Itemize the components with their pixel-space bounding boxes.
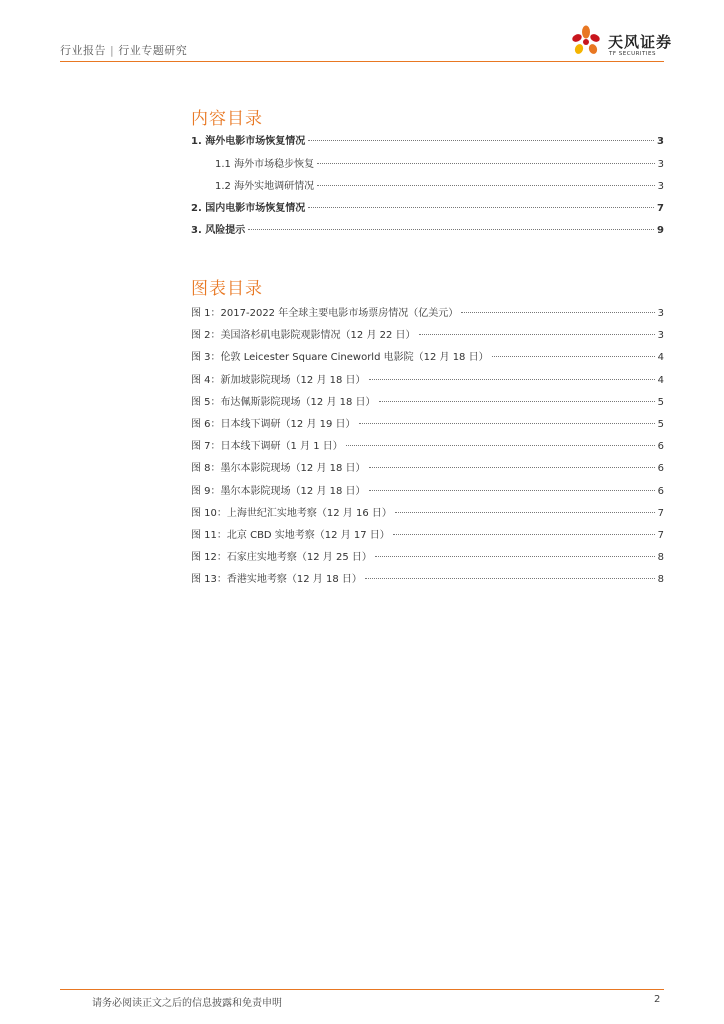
logo-name-en: TF SECURITIES	[609, 51, 656, 57]
toc-dot-leader	[395, 512, 655, 513]
toc-entry-page: 8	[657, 552, 664, 564]
toc-entry[interactable]	[191, 393, 664, 407]
logo-name-cn: 天风证券	[608, 33, 673, 51]
toc-entry[interactable]	[191, 132, 664, 146]
toc-dot-leader	[375, 556, 655, 557]
toc-entry-label: 1.2 海外实地调研情况	[215, 181, 315, 192]
toc-entry-label: 图 2：美国洛杉矶电影院观影情况（12 月 22 日）	[191, 330, 416, 342]
toc-entry-label: 图 4：新加坡影院现场（12 月 18 日）	[191, 374, 366, 386]
toc-dot-leader	[359, 423, 655, 424]
header-breadcrumb	[60, 42, 187, 58]
footer-disclaimer: 请务必阅读正文之后的信息披露和免责申明	[92, 998, 282, 1009]
toc-dot-leader	[461, 312, 654, 313]
toc-entry-label: 图 1：2017-2022 年全球主要电影市场票房情况（亿美元）	[191, 308, 459, 319]
toc-dot-leader	[369, 467, 655, 468]
toc-dot-leader	[365, 578, 655, 579]
toc-entry[interactable]	[191, 348, 664, 362]
toc-dot-leader	[369, 490, 655, 491]
toc-entry-label: 图 13：香港实地考察（12 月 18 日）	[191, 574, 362, 586]
toc-dot-leader	[317, 185, 655, 186]
toc-entry[interactable]	[191, 459, 664, 473]
toc-entry-label: 图 10：上海世纪汇实地考察（12 月 16 日）	[191, 507, 392, 519]
toc-entry-page: 3	[657, 181, 664, 192]
toc-dot-leader	[308, 140, 654, 141]
toc-dot-leader	[308, 207, 654, 208]
header-divider	[60, 61, 664, 62]
toc-entry-page: 7	[657, 530, 664, 541]
toc-entry-label: 图 3：伦敦 Leicester Square Cineworld 电影院（12 月 18 日）	[191, 352, 489, 364]
toc-entry-page: 6	[657, 485, 664, 497]
toc-entry[interactable]	[191, 504, 664, 518]
toc-entry-label: 图 6：日本线下调研（12 月 19 日）	[191, 419, 356, 430]
toc-dot-leader	[317, 163, 655, 164]
toc-entry-label: 图 5：布达佩斯影院现场（12 月 18 日）	[191, 396, 376, 408]
toc-entry-page: 7	[657, 507, 664, 519]
toc-entry-label: 图 12：石家庄实地考察（12 月 25 日）	[191, 552, 372, 564]
toc-entry-page: 4	[657, 374, 664, 386]
doc-type-label: 行业报告	[60, 44, 106, 57]
footer-divider	[60, 989, 664, 990]
toc-entry[interactable]	[191, 415, 664, 429]
toc-entry-page: 7	[657, 203, 664, 214]
toc-entry-label: 2. 国内电影市场恢复情况	[191, 203, 306, 214]
toc-entry-page: 3	[657, 136, 664, 147]
toc-entry-page: 6	[657, 441, 664, 453]
category-label: 行业专题研究	[118, 44, 188, 57]
toc-entry[interactable]	[191, 326, 664, 340]
toc-entry-page: 4	[657, 352, 664, 364]
toc-entry-page: 8	[657, 574, 664, 586]
toc-entry[interactable]	[191, 548, 664, 562]
toc-entry[interactable]	[191, 221, 664, 235]
content-toc-title: 内容目录	[191, 109, 263, 129]
toc-entry[interactable]	[191, 526, 664, 540]
toc-dot-leader	[346, 445, 655, 446]
toc-entry-page: 6	[657, 463, 664, 475]
footer-page-number: 2	[654, 994, 661, 1005]
toc-entry-page: 3	[657, 330, 664, 342]
toc-dot-leader	[369, 379, 655, 380]
toc-entry-label: 图 7：日本线下调研（1 月 1 日）	[191, 441, 343, 453]
toc-entry[interactable]	[191, 570, 664, 584]
toc-entry-label: 1. 海外电影市场恢复情况	[191, 136, 306, 147]
logo-flower-icon	[568, 24, 604, 60]
toc-entry-label: 图 8：墨尔本影院现场（12 月 18 日）	[191, 463, 366, 475]
toc-entry[interactable]	[191, 199, 664, 213]
toc-entry-page: 5	[657, 396, 664, 408]
toc-dot-leader	[419, 334, 655, 335]
toc-entry-label: 图 9：墨尔本影院现场（12 月 18 日）	[191, 485, 366, 497]
toc-entry-label: 图 11：北京 CBD 实地考察（12 月 17 日）	[191, 530, 390, 541]
toc-entry[interactable]	[191, 482, 664, 496]
toc-entry-label: 3. 风险提示	[191, 225, 246, 236]
toc-entry[interactable]	[191, 437, 664, 451]
toc-entry-page: 5	[657, 419, 664, 430]
toc-entry-label: 1.1 海外市场稳步恢复	[215, 159, 315, 170]
toc-entry[interactable]	[215, 177, 664, 191]
toc-dot-leader	[492, 356, 655, 357]
header-separator: |	[110, 44, 115, 57]
toc-entry[interactable]	[191, 304, 664, 318]
toc-dot-leader	[248, 229, 654, 230]
toc-entry-page: 3	[657, 159, 664, 170]
toc-entry-page: 3	[657, 308, 664, 319]
toc-entry[interactable]	[215, 155, 664, 169]
toc-dot-leader	[379, 401, 655, 402]
figure-toc-title: 图表目录	[191, 279, 263, 299]
toc-entry-page: 9	[657, 225, 664, 236]
toc-dot-leader	[393, 534, 655, 535]
toc-entry[interactable]	[191, 371, 664, 385]
